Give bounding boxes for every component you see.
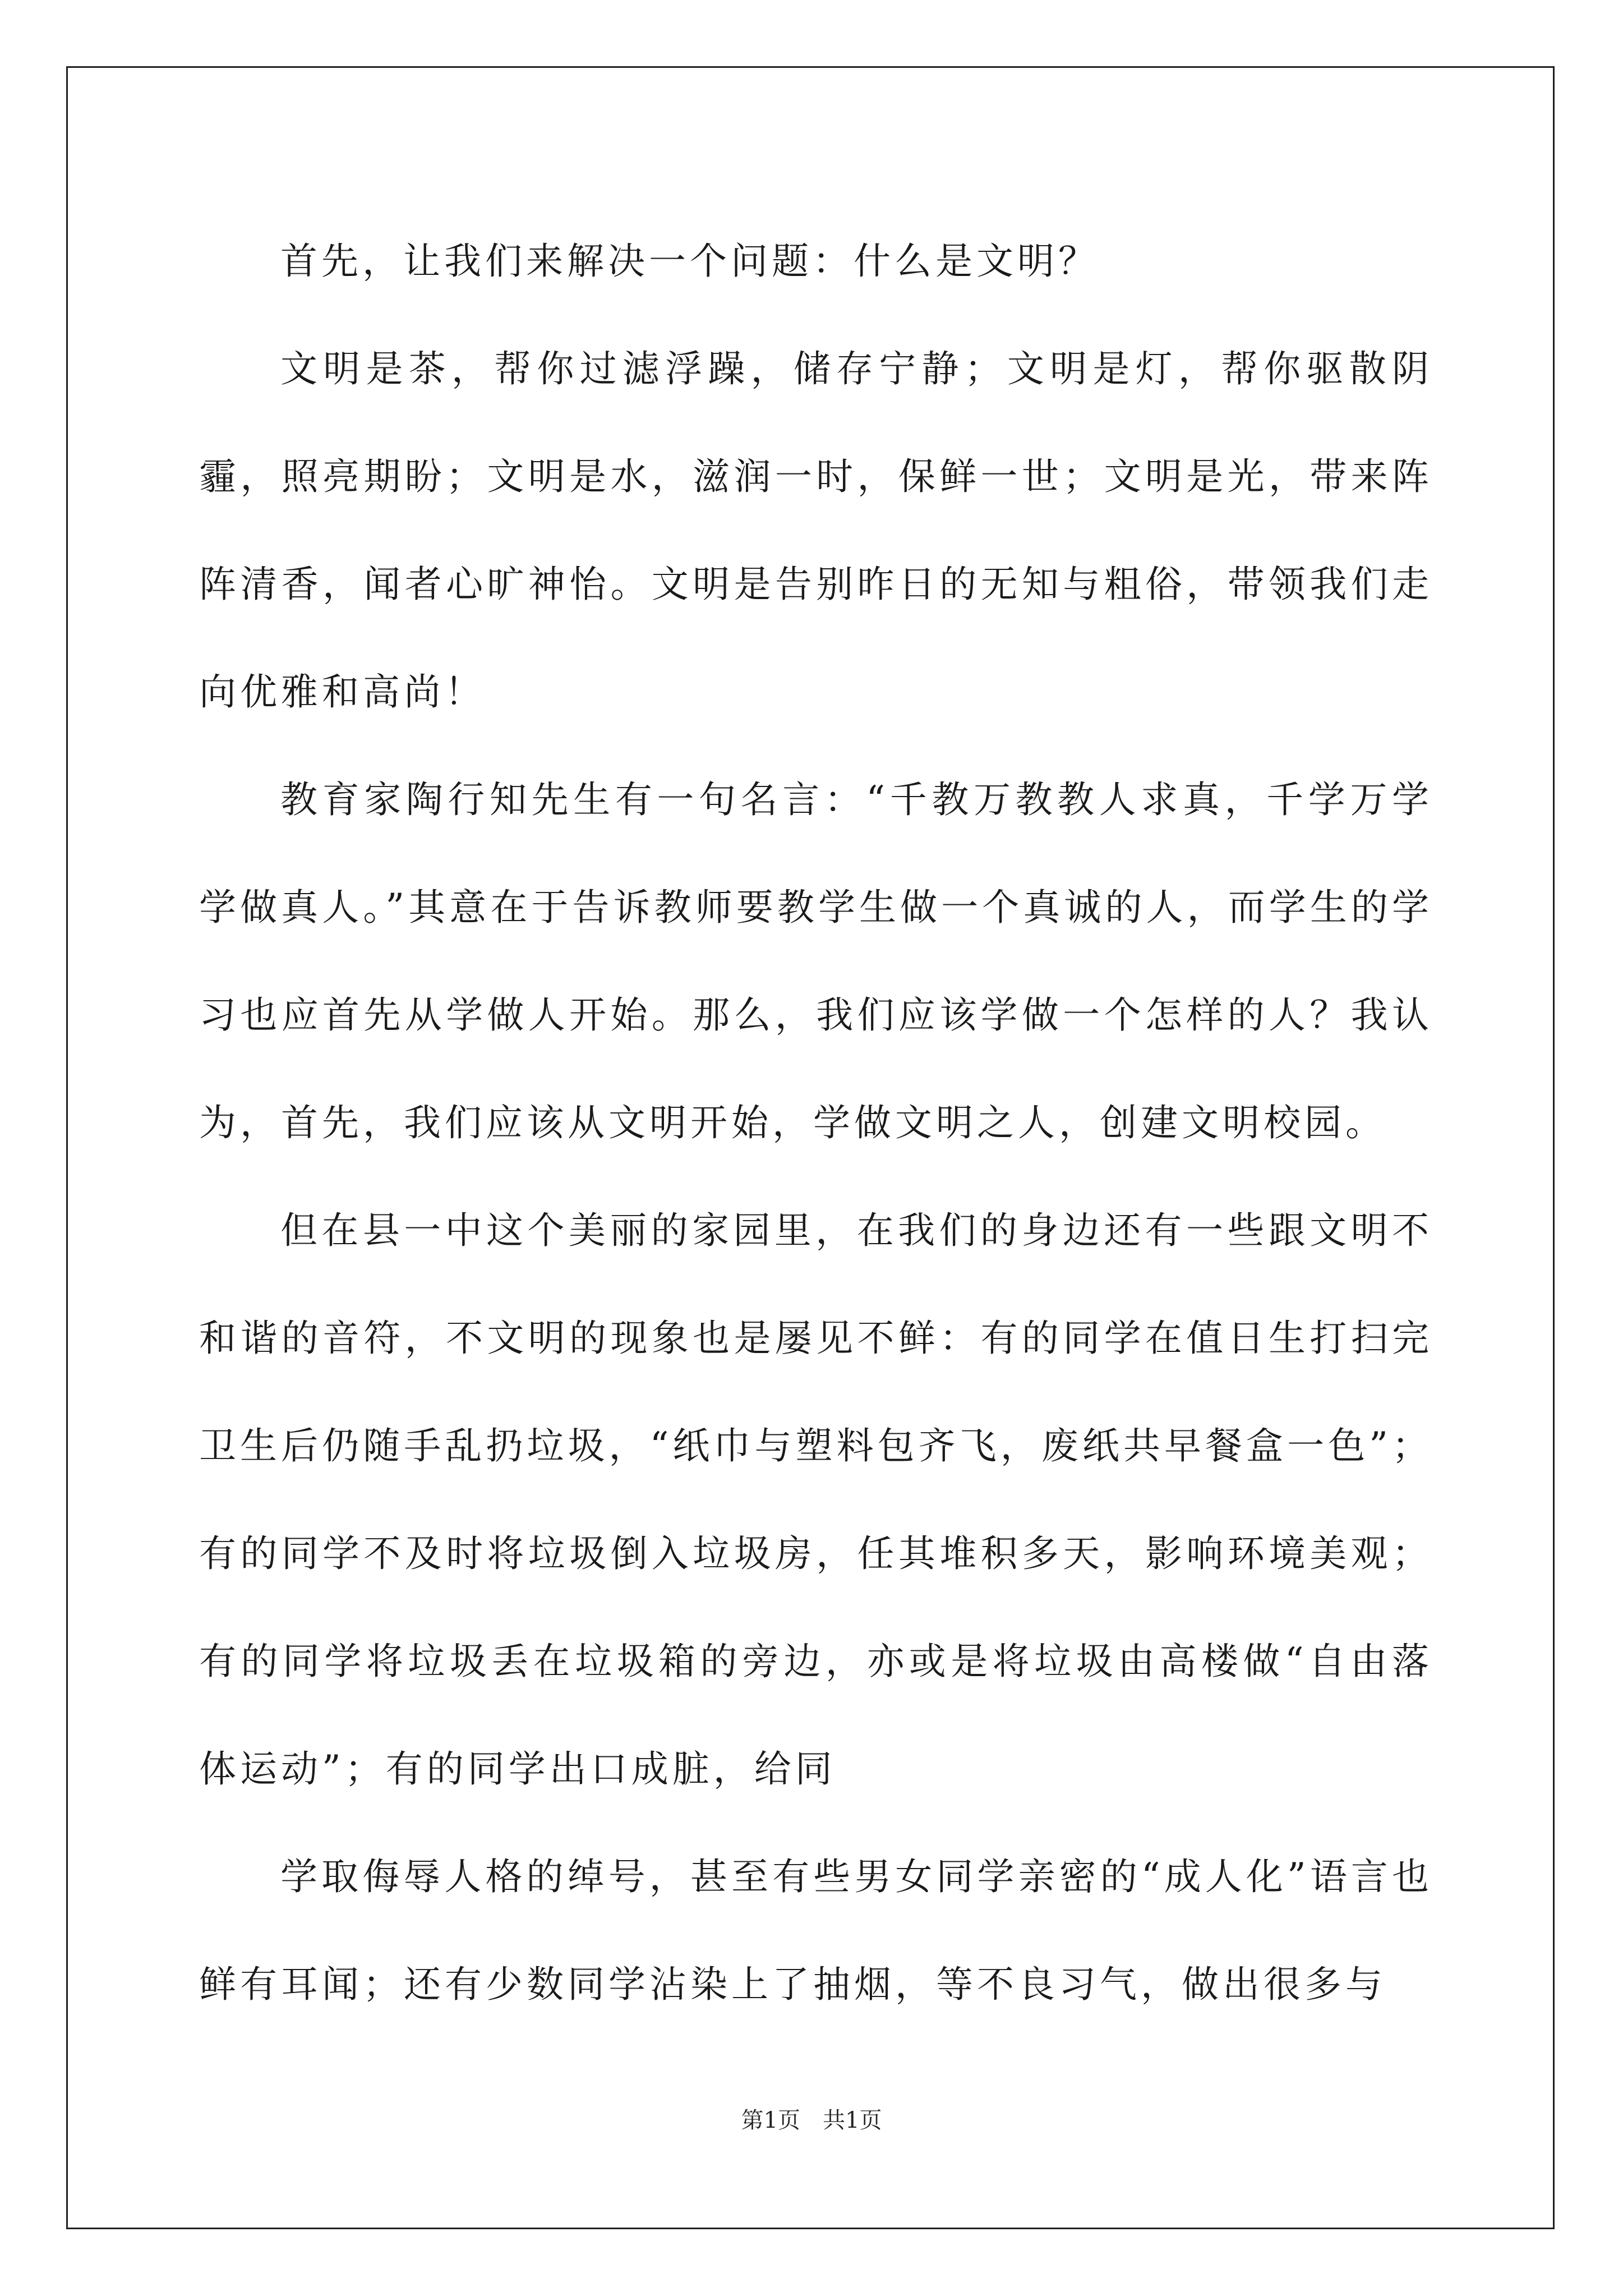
paragraph: 教育家陶行知先生有一句名言：“千教万教教人求真，千学万学学做真人。”其意在于告诉教师要教学生做一个真诚的人，而学生的学习也应首先从学做人开始。那么，我们应该学做一个怎样的人？我认为，首先，我们应该从文明开始，学做文明之人，创建文明校园。 <box>199 778 1433 1144</box>
page-number: 第1页 共1页 <box>741 2108 882 2133</box>
paragraph: 但在县一中这个美丽的家园里，在我们的身边还有一些跟文明不和谐的音符，不文明的现象也是屡见不鲜：有的同学在值日生打扫完卫生后仍随手乱扔垃圾，“纸巾与塑料包齐飞，废纸共早餐盒一色”；有的同学不及时将垃圾倒入垃圾房，任其堆积多天，影响环境美观；有的同学将垃圾丢在垃圾箱的旁边，亦或是将垃圾由高楼做“自由落体运动”；有的同学出口成脏，给同 <box>199 1209 1433 1791</box>
paragraph: 首先，让我们来解决一个问题：什么是文明？ <box>280 240 1099 283</box>
paragraph: 学取侮辱人格的绰号，甚至有些男女同学亲密的“成人化”语言也鲜有耳闻；还有少数同学沾染上了抽烟，等不良习气，做出很多与 <box>199 1855 1433 2006</box>
document-body <box>199 208 1433 2039</box>
paragraph: 文明是茶，帮你过滤浮躁，储存宁静；文明是灯，帮你驱散阴霾，照亮期盼；文明是水，滋润一时，保鲜一世；文明是光，带来阵阵清香，闻者心旷神怡。文明是告别昨日的无知与粗俗，带领我们走向优雅和高尚！ <box>199 347 1433 714</box>
